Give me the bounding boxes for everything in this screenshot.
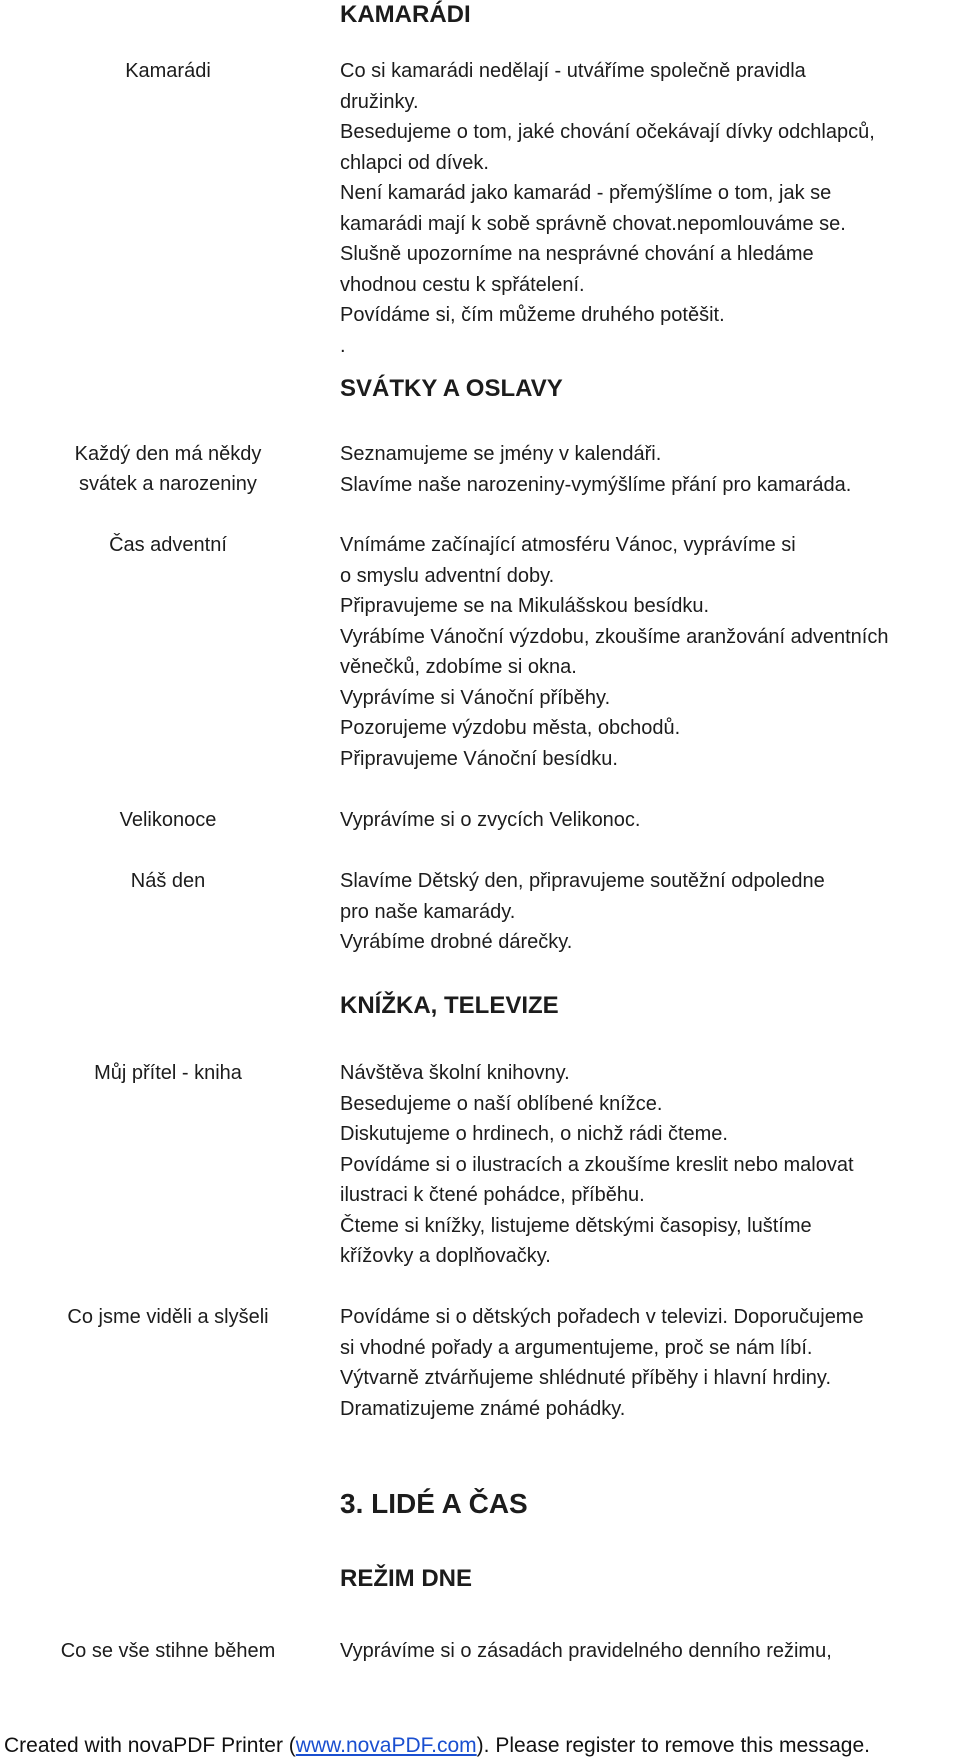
section-title-svatky: SVÁTKY A OSLAVY	[340, 375, 563, 402]
text-line: Výtvarně ztvárňujeme shlédnuté příběhy i hlavní hrdiny.	[340, 1367, 832, 1389]
topic-label-kniha: Můj přítel - kniha	[94, 1062, 242, 1084]
text-line: Povídáme si o ilustracích a zkoušíme kreslit nebo malovat	[340, 1153, 854, 1176]
topic-label-velikonoce: Velikonoce	[119, 809, 217, 831]
text-line: Návštěva školní knihovny.	[340, 1062, 570, 1084]
text-line: Čteme si knížky, listujeme dětskými časopisy, luštíme	[340, 1214, 812, 1237]
section-title-knizka: KNÍŽKA, TELEVIZE	[340, 992, 559, 1019]
topic-label-nas-den: Náš den	[130, 870, 206, 892]
text-line: Co si kamarádi nedělají - utváříme společně pravidla	[340, 60, 806, 82]
text-line: křížovky a doplňovačky.	[340, 1245, 551, 1267]
text-line: Vyrábíme Vánoční výzdobu, zkoušíme aranžování adventních	[340, 625, 889, 648]
section-title-rezim: REŽIM DNE	[340, 1565, 472, 1592]
text-line: .	[340, 334, 346, 357]
topic-label-televize: Co jsme viděli a slyšeli	[67, 1306, 269, 1328]
novapdf-footer	[4, 1733, 956, 1759]
text-line: Slavíme naše narozeniny-vymýšlíme přání pro kamaráda.	[340, 473, 852, 496]
topic-text-kniha	[340, 1058, 955, 1272]
topic-label-kamaradi: Kamarádi	[125, 60, 211, 82]
text-line: Diskutujeme o hrdinech, o nichž rádi čteme.	[340, 1123, 728, 1145]
text-line: Není kamarád jako kamarád - přemýšlíme o tom, jak se	[340, 182, 832, 204]
topic-text-velikonoce	[340, 805, 955, 836]
text-line: Besedujeme o naší oblíbené knížce.	[340, 1092, 663, 1115]
text-line: Vyprávíme si o zásadách pravidelného denního režimu,	[340, 1640, 832, 1662]
text-line: Připravujeme Vánoční besídku.	[340, 747, 618, 770]
text-line: pro naše kamarády.	[340, 900, 516, 923]
text-line: Slavíme Dětský den, připravujeme soutěžní odpoledne	[340, 870, 825, 892]
text-line: Seznamujeme se jmény v kalendáři.	[340, 443, 662, 465]
text-line: kamarádi mají k sobě správně chovat.nepomlouváme se.	[340, 212, 846, 235]
topic-text-televize	[340, 1302, 955, 1424]
text-line: Slušně upozorníme na nesprávné chování a hledáme	[340, 243, 814, 265]
footer-text-after: ). Please register to remove this message.	[476, 1734, 871, 1757]
text-line: si vhodné pořady a argumentujeme, proč se nám líbí.	[340, 1336, 813, 1359]
text-line: Vyprávíme si Vánoční příběhy.	[340, 686, 611, 709]
topic-label-rezim: Co se vše stihne během	[60, 1640, 276, 1662]
text-line: družinky.	[340, 90, 419, 113]
text-line: chlapci od dívek.	[340, 151, 489, 174]
topic-text-rezim	[340, 1636, 955, 1667]
section-title-kamaradi: KAMARÁDI	[340, 1, 471, 28]
text-line: věnečků, zdobíme si okna.	[340, 656, 577, 678]
text-line: Povídáme si o dětských pořadech v televizi. Doporučujeme	[340, 1306, 864, 1328]
text-line: Vyprávíme si o zvycích Velikonoc.	[340, 809, 641, 831]
text-line: Besedujeme o tom, jaké chování očekávají dívky odchlapců,	[340, 121, 875, 143]
topic-label-svatek	[8, 439, 328, 499]
topic-text-advent	[340, 530, 955, 774]
text-line: o smyslu adventní doby.	[340, 564, 555, 587]
text-line: Připravujeme se na Mikulášskou besídku.	[340, 595, 710, 617]
topic-text-nas-den	[340, 866, 955, 958]
topic-text-kamaradi	[340, 56, 955, 361]
text-line: Dramatizujeme známé pohádky.	[340, 1397, 626, 1420]
footer-text-before: Created with novaPDF Printer (	[4, 1734, 296, 1757]
text-line: vhodnou cestu k spřátelení.	[340, 273, 585, 296]
label-line: svátek a narozeniny	[79, 473, 257, 495]
text-line: Pozorujeme výzdobu města, obchodů.	[340, 717, 681, 739]
text-line: Povídáme si, čím můžeme druhého potěšit.	[340, 304, 725, 326]
topic-text-svatek	[340, 439, 955, 500]
text-line: ilustraci k čtené pohádce, příběhu.	[340, 1184, 645, 1206]
text-line: Vyrábíme drobné dárečky.	[340, 931, 573, 953]
topic-label-advent: Čas adventní	[109, 534, 227, 556]
text-line: Vnímáme začínající atmosféru Vánoc, vyprávíme si	[340, 534, 796, 556]
chapter-title-lide: 3. LIDÉ A ČAS	[340, 1488, 528, 1519]
novapdf-link[interactable]: www.novaPDF.com	[295, 1734, 477, 1757]
label-line: Každý den má někdy	[74, 443, 262, 465]
